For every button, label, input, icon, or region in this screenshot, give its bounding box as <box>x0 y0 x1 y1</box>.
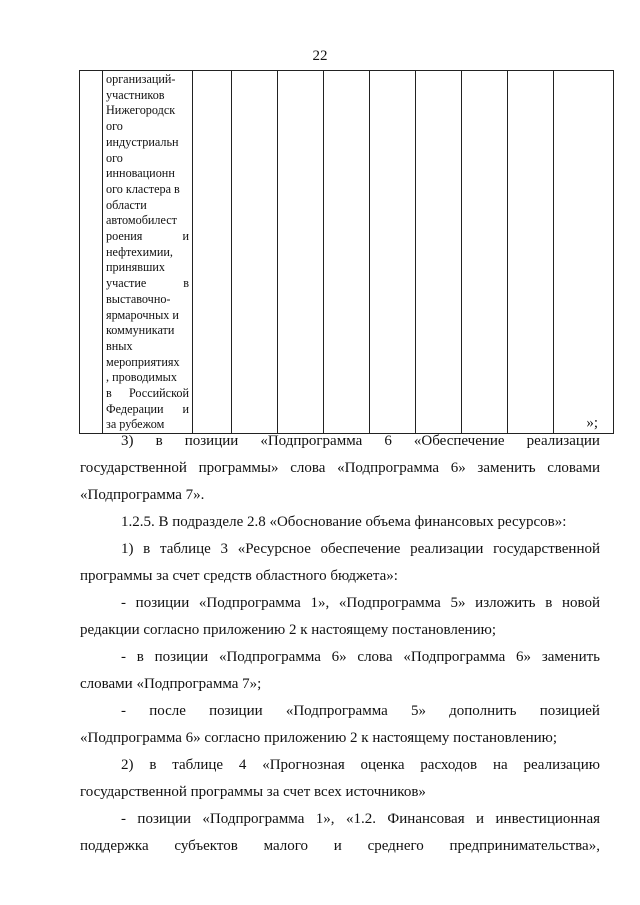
indicator-name-word: роения <box>106 229 143 244</box>
paragraph <box>80 536 600 590</box>
table-cell <box>554 71 614 434</box>
indicator-name-line: индустриальн <box>106 134 179 149</box>
indicator-name-word: Федерации <box>106 401 164 416</box>
paragraph <box>80 590 600 644</box>
paragraph-line: «Подпрограмма 7». <box>80 487 205 503</box>
paragraph-word: дополнить <box>449 703 517 719</box>
paragraph-word: и <box>333 838 342 854</box>
table-cell <box>232 71 278 434</box>
paragraph-word: 4 <box>238 757 247 773</box>
paragraph-word: таблице <box>172 757 224 773</box>
indicator-name-line: мероприятиях <box>106 354 180 369</box>
table-cell-number <box>80 71 103 434</box>
paragraph-word: расходов <box>420 757 478 773</box>
table-cell <box>193 71 232 434</box>
paragraph-line: словами «Подпрограмма 7»; <box>80 676 262 692</box>
paragraph <box>80 752 600 806</box>
paragraph-word: позицией <box>539 703 600 719</box>
paragraph-line: - позиции «Подпрограмма 1», «Подпрограмма 5» изложить в новой <box>121 595 600 611</box>
indicator-name-line: ого кластера в <box>106 181 180 196</box>
table-cell <box>324 71 370 434</box>
paragraph-word: предпринимательства», <box>449 838 600 854</box>
indicator-name-line <box>106 402 189 418</box>
indicator-name-line: автомобилест <box>106 213 177 228</box>
indicator-name-line: организаций- <box>106 72 176 86</box>
indicator-name-word: участие <box>106 276 147 291</box>
paragraph-word: реализации <box>526 433 600 449</box>
paragraph-word: - <box>121 703 126 719</box>
page-number: 22 <box>312 48 328 64</box>
table-row <box>80 71 614 434</box>
paragraph-line: государственной программы» слова «Подпрограмма 6» заменить словами <box>80 460 600 476</box>
table-cell <box>416 71 462 434</box>
indicator-name-word: и <box>182 401 189 416</box>
paragraph-line: редакции согласно приложению 2 к настоящему постановлению; <box>80 622 496 638</box>
paragraph-word: 5» <box>410 703 426 719</box>
paragraph <box>80 698 600 752</box>
paragraph-word: субъектов <box>174 838 238 854</box>
indicator-name-line: области <box>106 197 147 212</box>
table-cell <box>462 71 508 434</box>
table-cell <box>278 71 324 434</box>
indicator-name-line: выставочно- <box>106 291 171 306</box>
paragraph-line <box>80 698 600 725</box>
indicator-name-line: за рубежом <box>106 417 165 432</box>
table-cell <box>508 71 554 434</box>
indicator-name-word: и <box>182 229 189 244</box>
indicator-name-line <box>106 276 189 292</box>
paragraph-line <box>80 428 600 455</box>
paragraph-word: в <box>155 433 163 449</box>
indicator-name-word: Российской <box>128 386 189 401</box>
paragraph-line: 1) в таблице 3 «Ресурсное обеспечение реализации государственной <box>121 541 600 557</box>
paragraph <box>80 509 600 536</box>
indicator-name-line: Нижегородск <box>106 103 176 118</box>
paragraph-word: позиции <box>209 703 263 719</box>
paragraph-word: 3) <box>121 433 134 449</box>
paragraph-word: «Обеспечение <box>413 433 505 449</box>
indicator-name-line: коммуникати <box>106 323 175 338</box>
paragraph-line: государственной программы за счет всех источников» <box>80 784 426 800</box>
indicator-name-line: , проводимых <box>106 370 177 385</box>
paragraph-word: 6 <box>384 433 392 449</box>
paragraph-word: позиции <box>184 433 239 449</box>
indicator-name-line <box>106 386 189 402</box>
continuation-table <box>79 70 614 434</box>
indicator-name-word: в <box>106 386 112 401</box>
paragraph-word: среднего <box>367 838 424 854</box>
table-cell <box>370 71 416 434</box>
paragraph-line: - в позиции «Подпрограмма 6» слова «Подпрограмма 6» заменить <box>121 649 600 665</box>
paragraph-word: 2) <box>121 757 134 773</box>
paragraph-word: реализацию <box>523 757 600 773</box>
paragraph-line: «Подпрограмма 6» согласно приложению 2 к настоящему постановлению; <box>80 730 558 746</box>
indicator-name-line: участников <box>106 87 165 102</box>
paragraph-line <box>80 752 600 779</box>
indicator-name-line: ого <box>106 150 123 165</box>
paragraph-line: - позиции «Подпрограмма 1», «1.2. Финансовая и инвестиционная <box>121 811 600 827</box>
paragraph-word: «Подпрограмма <box>260 433 363 449</box>
indicator-name-text <box>103 71 192 433</box>
paragraph-word: на <box>492 757 508 773</box>
indicator-name-line: нефтехимии, <box>106 244 173 259</box>
indicator-name-line: инновационн <box>106 166 175 181</box>
paragraph-line: 1.2.5. В подразделе 2.8 «Обоснование объема финансовых ресурсов»: <box>121 514 567 530</box>
indicator-name-line: ярмарочных и <box>106 307 179 322</box>
paragraph-word: в <box>149 757 157 773</box>
paragraph <box>80 644 600 698</box>
paragraph-word: «Прогнозная <box>262 757 345 773</box>
indicator-name-line <box>106 229 189 245</box>
paragraph <box>80 428 600 509</box>
paragraph-word: малого <box>263 838 309 854</box>
paragraph-word: поддержка <box>80 838 149 854</box>
paragraph-line <box>80 833 600 860</box>
closing-quote-mark: »; <box>586 415 598 431</box>
paragraph-line: программы за счет средств областного бюджета»: <box>80 568 398 584</box>
indicator-name-line: принявших <box>106 260 166 275</box>
indicator-name-line: ого <box>106 119 123 134</box>
paragraph-word: «Подпрограмма <box>285 703 388 719</box>
indicator-name-line: вных <box>106 338 133 353</box>
paragraph <box>80 806 600 860</box>
paragraph-word: после <box>149 703 186 719</box>
indicator-name-word: в <box>183 276 189 291</box>
table-cell-indicator-name <box>103 71 193 434</box>
paragraph-word: оценка <box>360 757 405 773</box>
